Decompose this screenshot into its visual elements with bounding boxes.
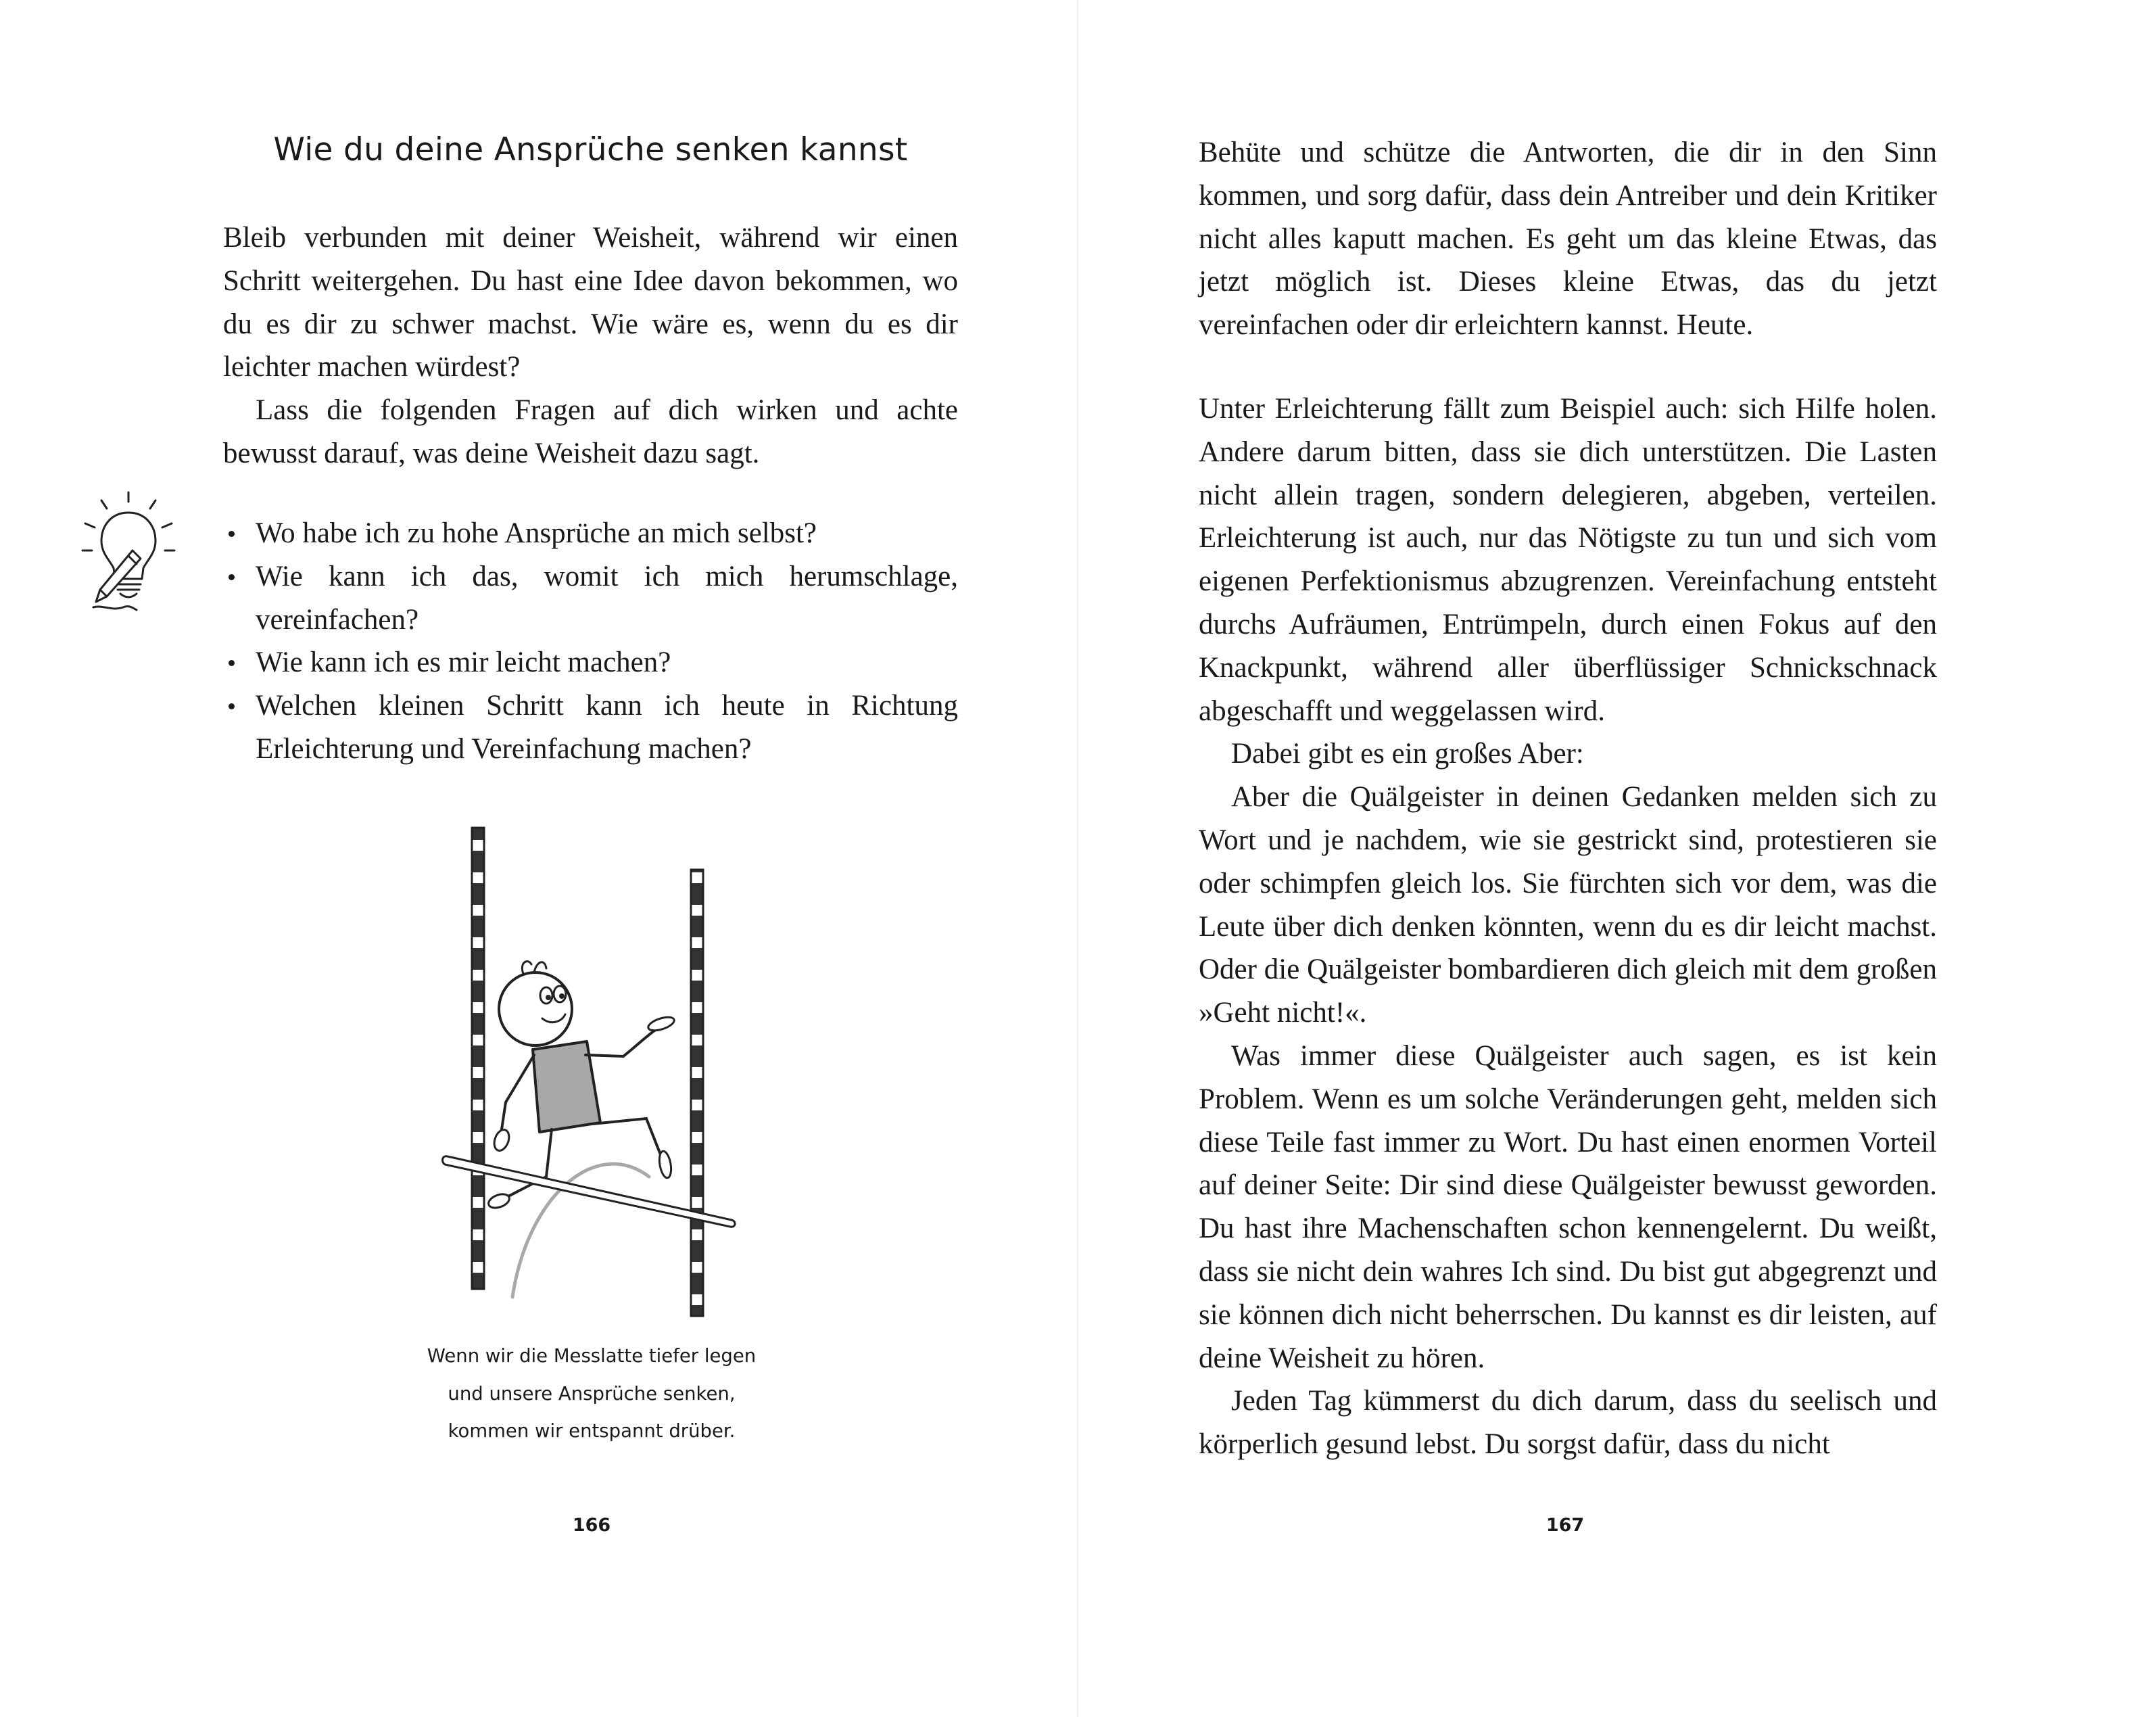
right-pole xyxy=(691,870,703,1316)
instruction-paragraph: Lass die folgenden Fragen auf dich wirken und achte bewusst darauf, was deine Weisheit dazu sagt. xyxy=(223,394,958,469)
page-number-left: 166 xyxy=(572,1515,611,1536)
illustration-caption xyxy=(379,1338,805,1451)
paragraph-4: Aber die Quälgeister in deinen Gedanken melden sich zu Wort und je nachdem, wie sie gestrickt sind, protestieren sie oder schimpfen gleich los. Sie fürchten sich vor dem, was die Leute über dich denken könnten, wenn du es dir leicht machst. Oder die Quälgeister bombardieren dich gleich mit dem großen »Geht nicht!«. xyxy=(1199,781,1937,1029)
lightbulb-pencil-icon xyxy=(76,488,177,617)
caption-line: Wenn wir die Messlatte tiefer legen xyxy=(427,1345,757,1367)
question-item xyxy=(223,555,958,642)
question-text: Welchen kleinen Schritt kann ich heute in Richtung Erleichterung und Vereinfachung machen? xyxy=(256,690,958,765)
intro-block xyxy=(223,216,958,475)
question-text: Wo habe ich zu hohe Ansprüche an mich selbst? xyxy=(256,517,817,549)
high-jump-illustration xyxy=(426,818,764,1319)
question-list xyxy=(223,512,958,771)
caption-line: und unsere Ansprüche senken, xyxy=(448,1382,736,1405)
right-block-main xyxy=(1199,387,1937,1466)
section-heading: Wie du deine Ansprüche senken kannst xyxy=(273,131,908,168)
left-pole xyxy=(472,828,484,1289)
paragraph-2: Unter Erleichterung fällt zum Beispiel auch: sich Hilfe holen. Andere darum bitten, dass sie dich unterstützen. Die Lasten nicht allein tragen, sondern delegieren, abgeben, verteilen. Erleichterung ist auch, nur das Nötigste zu tun und sich vom eigenen Perfektionismus abzugrenzen. Vereinfachung entsteht durchs Aufräumen, Entrümpeln, durch einen Fokus auf den Knackpunkt, während aller überflüssiger Schnickschnack abgeschafft und weggelassen wird. xyxy=(1199,393,1937,727)
paragraph-6: Jeden Tag kümmerst du dich darum, dass du seelisch und körperlich gesund lebst. Du sorgst dafür, dass du nicht xyxy=(1199,1385,1937,1461)
stick-figure xyxy=(492,962,675,1197)
question-text: Wie kann ich es mir leicht machen? xyxy=(256,646,671,679)
bullet-icon xyxy=(229,531,235,537)
caption-line: kommen wir entspannt drüber. xyxy=(448,1420,736,1442)
bullet-icon xyxy=(229,703,235,709)
right-block-top xyxy=(1199,131,1937,347)
intro-paragraph: Bleib verbunden mit deiner Weisheit, während wir einen Schritt weitergehen. Du hast eine Idee davon bekommen, wo du es dir zu schwer machst. Wie wäre es, wenn du es dir leichter machen würdest? xyxy=(223,222,958,383)
paragraph-3: Dabei gibt es ein großes Aber: xyxy=(1231,738,1584,770)
paragraph-1: Behüte und schütze die Antworten, die dir in den Sinn kommen, und sorg dafür, dass dein Antreiber und dein Kritiker nicht alles kaputt machen. Es geht um das kleine Etwas, das jetzt möglich ist. Dieses kleine Etwas, das du jetzt vereinfachen oder dir erleichtern kannst. Heute. xyxy=(1199,137,1937,342)
bullet-icon xyxy=(229,574,235,580)
question-item xyxy=(223,641,958,684)
page-number-right: 167 xyxy=(1546,1515,1585,1536)
question-text: Wie kann ich das, womit ich mich herumschlage, vereinfachen? xyxy=(256,560,958,636)
bullet-icon xyxy=(229,660,235,666)
question-item xyxy=(223,684,958,771)
question-item xyxy=(223,512,958,555)
paragraph-5: Was immer diese Quälgeister auch sagen, es ist kein Problem. Wenn es um solche Veränderungen geht, melden sich diese Teile fast immer zu Wort. Du hast einen enormen Vorteil auf deiner Seite: Dir sind diese Quälgeister bewusst geworden. Du hast ihre Machenschaften schon kennengelernt. Du weißt, dass sie nicht dein wahres Ich sind. Du bist gut abgegrenzt und sie können dich nicht beherrschen. Du kannst es dir leisten, auf deine Weisheit zu hören. xyxy=(1199,1039,1937,1374)
